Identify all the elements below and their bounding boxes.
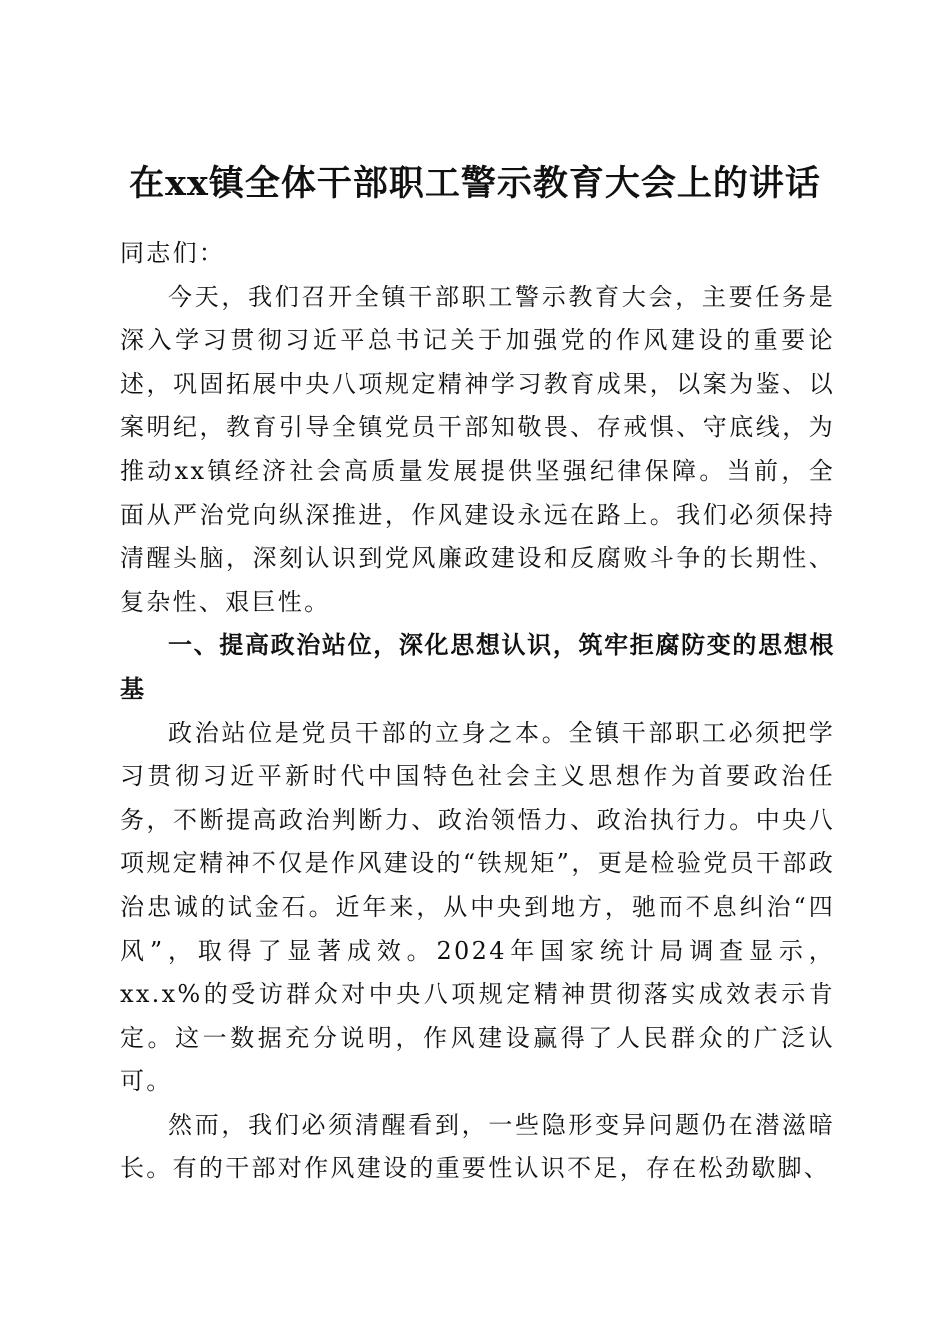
document-body <box>120 232 835 1191</box>
intro-paragraph: 今天，我们召开全镇干部职工警示教育大会，主要任务是深入学习贯彻习近平总书记关于加强党的作风建设的重要论述，巩固拓展中央八项规定精神学习教育成果，以案为鉴、以案明纪，教育引导全镇党员干部知敬畏、存戒惧、守底线，为推动xx镇经济社会高质量发展提供坚强纪律保障。当前，全面从严治党向纵深推进，作风建设永远在路上。我们必须保持清醒头脑，深刻认识到党风廉政建设和反腐败斗争的长期性、复杂性、艰巨性。 <box>120 282 835 616</box>
section-heading: 一、提高政治站位，深化思想认识，筑牢拒腐防变的思想根基 <box>120 631 835 703</box>
salutation: 同志们： <box>120 239 226 267</box>
section-paragraph: 政治站位是党员干部的立身之本。全镇干部职工必须把学习贯彻习近平新时代中国特色社会主义思想作为首要政治任务，不断提高政治判断力、政治领悟力、政治执行力。中央八项规定精神不仅是作风建设的“铁规矩”，更是检验党员干部政治忠诚的试金石。近年来，从中央到地方，驰而不息纠治“四风”，取得了显著成效。2024年国家统计局调查显示，xx.x%的受访群众对中央八项规定精神贯彻落实成效表示肯定。这一数据充分说明，作风建设赢得了人民群众的广泛认可。 <box>120 718 835 1096</box>
document-title: 在xx镇全体干部职工警示教育大会上的讲话 <box>129 163 821 205</box>
section-paragraph: 然而，我们必须清醒看到，一些隐形变异问题仍在潜滋暗长。有的干部对作风建设的重要性认识不足，存在松劲歇脚、 <box>120 1110 835 1183</box>
